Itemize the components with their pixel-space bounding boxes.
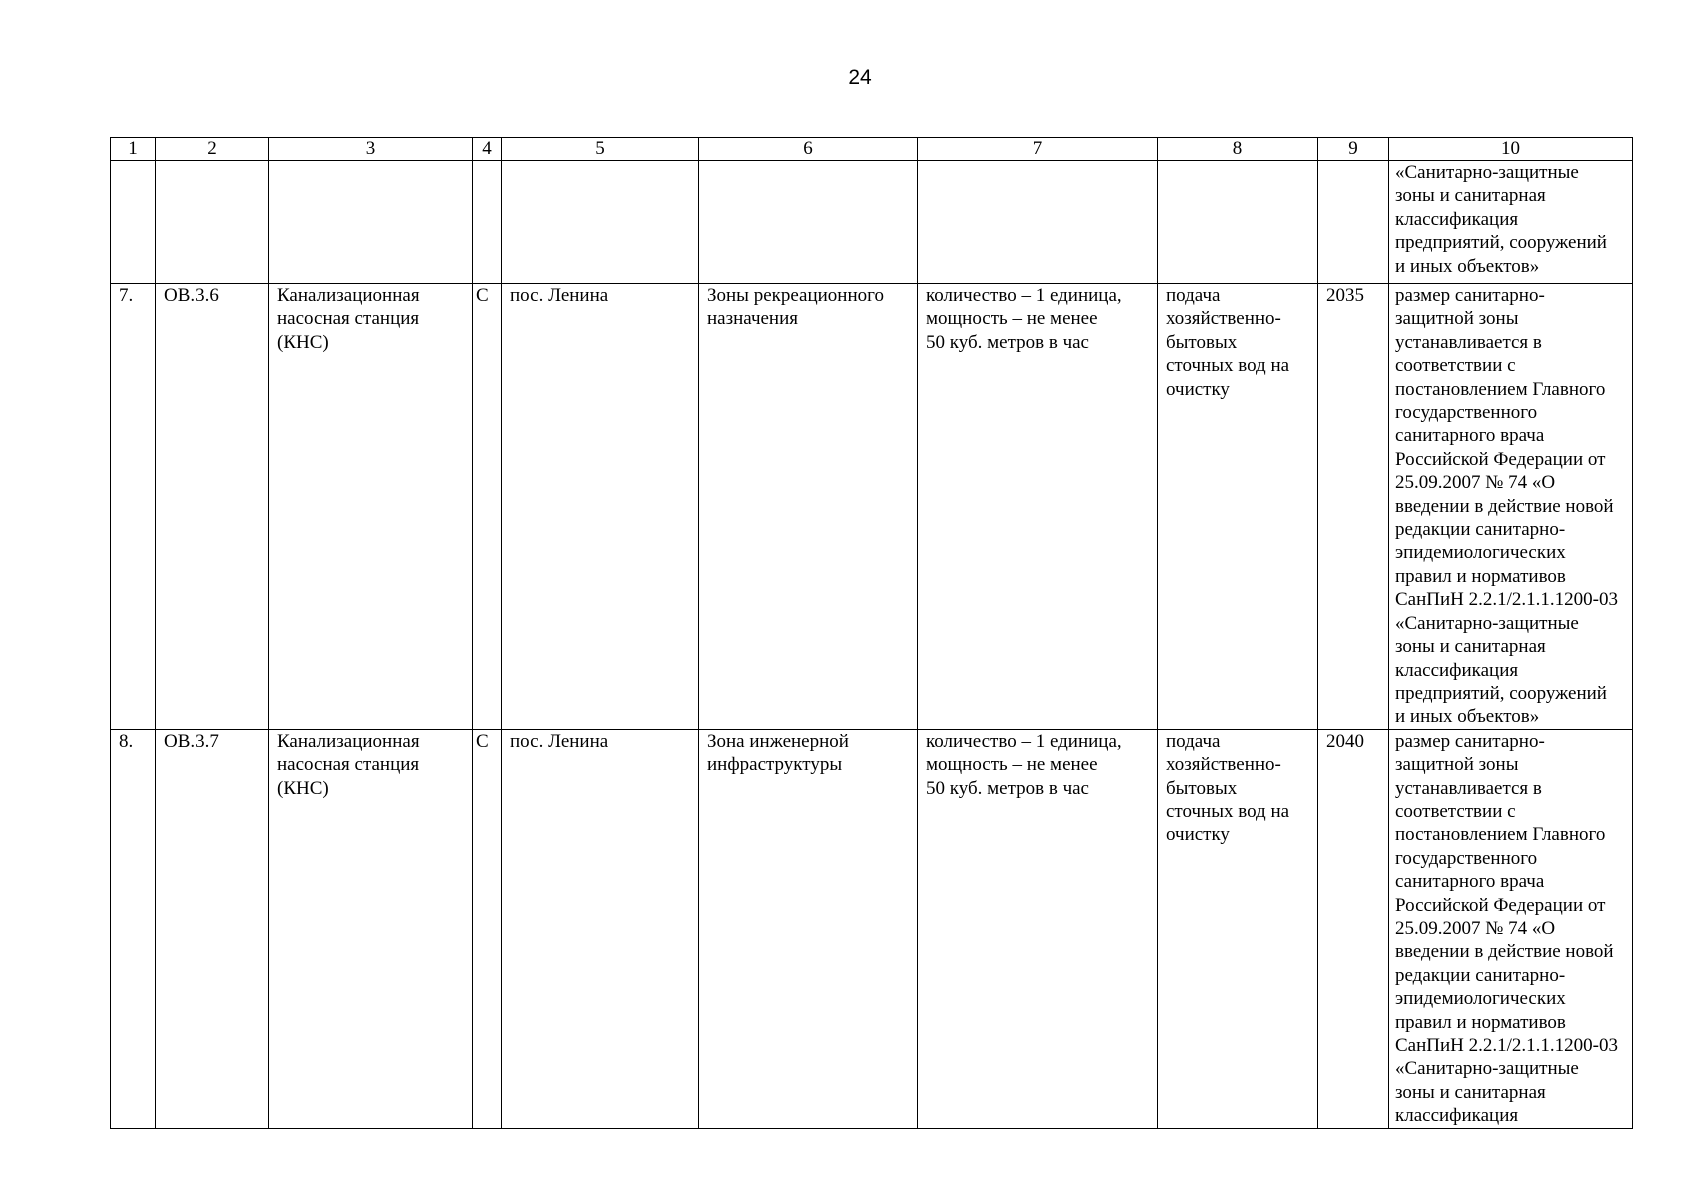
table-cell (918, 161, 1158, 284)
table-cell (473, 161, 502, 284)
facilities-table (110, 137, 1633, 1129)
code-cell: ОВ.3.7 (156, 729, 269, 1128)
table-cell (111, 161, 156, 284)
code-cell: ОВ.3.6 (156, 284, 269, 730)
table-header-row (111, 138, 1633, 161)
status-cell: С (473, 284, 502, 730)
location-cell: пос. Ленина (502, 284, 699, 730)
column-header: 10 (1389, 138, 1633, 161)
restrictions-cell: «Санитарно-защитные зоны и санитарная классификация предприятий, сооружений и иных объектов» (1389, 161, 1633, 284)
characteristics-cell: количество – 1 единица, мощность – не менее 50 куб. метров в час (918, 729, 1158, 1128)
zone-cell: Зоны рекреационного назначения (699, 284, 918, 730)
table-cell (1318, 161, 1389, 284)
zone-cell: Зона инженерной инфраструктуры (699, 729, 918, 1128)
column-header: 6 (699, 138, 918, 161)
table-cell (156, 161, 269, 284)
column-header: 7 (918, 138, 1158, 161)
column-header: 2 (156, 138, 269, 161)
table-row (111, 729, 1633, 1128)
column-header: 3 (269, 138, 473, 161)
page-number: 24 (848, 66, 872, 89)
year-cell: 2040 (1318, 729, 1389, 1128)
location-cell: пос. Ленина (502, 729, 699, 1128)
purpose-cell: подача хозяйственно- бытовых сточных вод на очистку (1158, 729, 1318, 1128)
column-header: 9 (1318, 138, 1389, 161)
column-header: 5 (502, 138, 699, 161)
row-number-cell: 8. (111, 729, 156, 1128)
table-cell (1158, 161, 1318, 284)
column-header: 1 (111, 138, 156, 161)
name-cell: Канализационная насосная станция (КНС) (269, 284, 473, 730)
table-cell (269, 161, 473, 284)
table-row (111, 284, 1633, 730)
purpose-cell: подача хозяйственно- бытовых сточных вод на очистку (1158, 284, 1318, 730)
table-cell (502, 161, 699, 284)
status-cell: С (473, 729, 502, 1128)
column-header: 4 (473, 138, 502, 161)
table-row-continuation (111, 161, 1633, 284)
restrictions-cell: размер санитарно- защитной зоны устанавливается в соответствии с постановлением Главного государственного санитарного врача Российской Федерации от 25.09.2007 № 74 «О введении в действие новой редакции санитарно- эпидемиологических правил и нормативов СанПиН 2.2.1/2.1.1.1200-03 «Санитарно-защитные зоны и санитарная классификация предприятий, сооружений и иных объектов» (1389, 284, 1633, 730)
name-cell: Канализационная насосная станция (КНС) (269, 729, 473, 1128)
column-header: 8 (1158, 138, 1318, 161)
characteristics-cell: количество – 1 единица, мощность – не менее 50 куб. метров в час (918, 284, 1158, 730)
restrictions-cell: размер санитарно- защитной зоны устанавливается в соответствии с постановлением Главного государственного санитарного врача Российской Федерации от 25.09.2007 № 74 «О введении в действие новой редакции санитарно- эпидемиологических правил и нормативов СанПиН 2.2.1/2.1.1.1200-03 «Санитарно-защитные зоны и санитарная классификация (1389, 729, 1633, 1128)
year-cell: 2035 (1318, 284, 1389, 730)
row-number-cell: 7. (111, 284, 156, 730)
table-cell (699, 161, 918, 284)
